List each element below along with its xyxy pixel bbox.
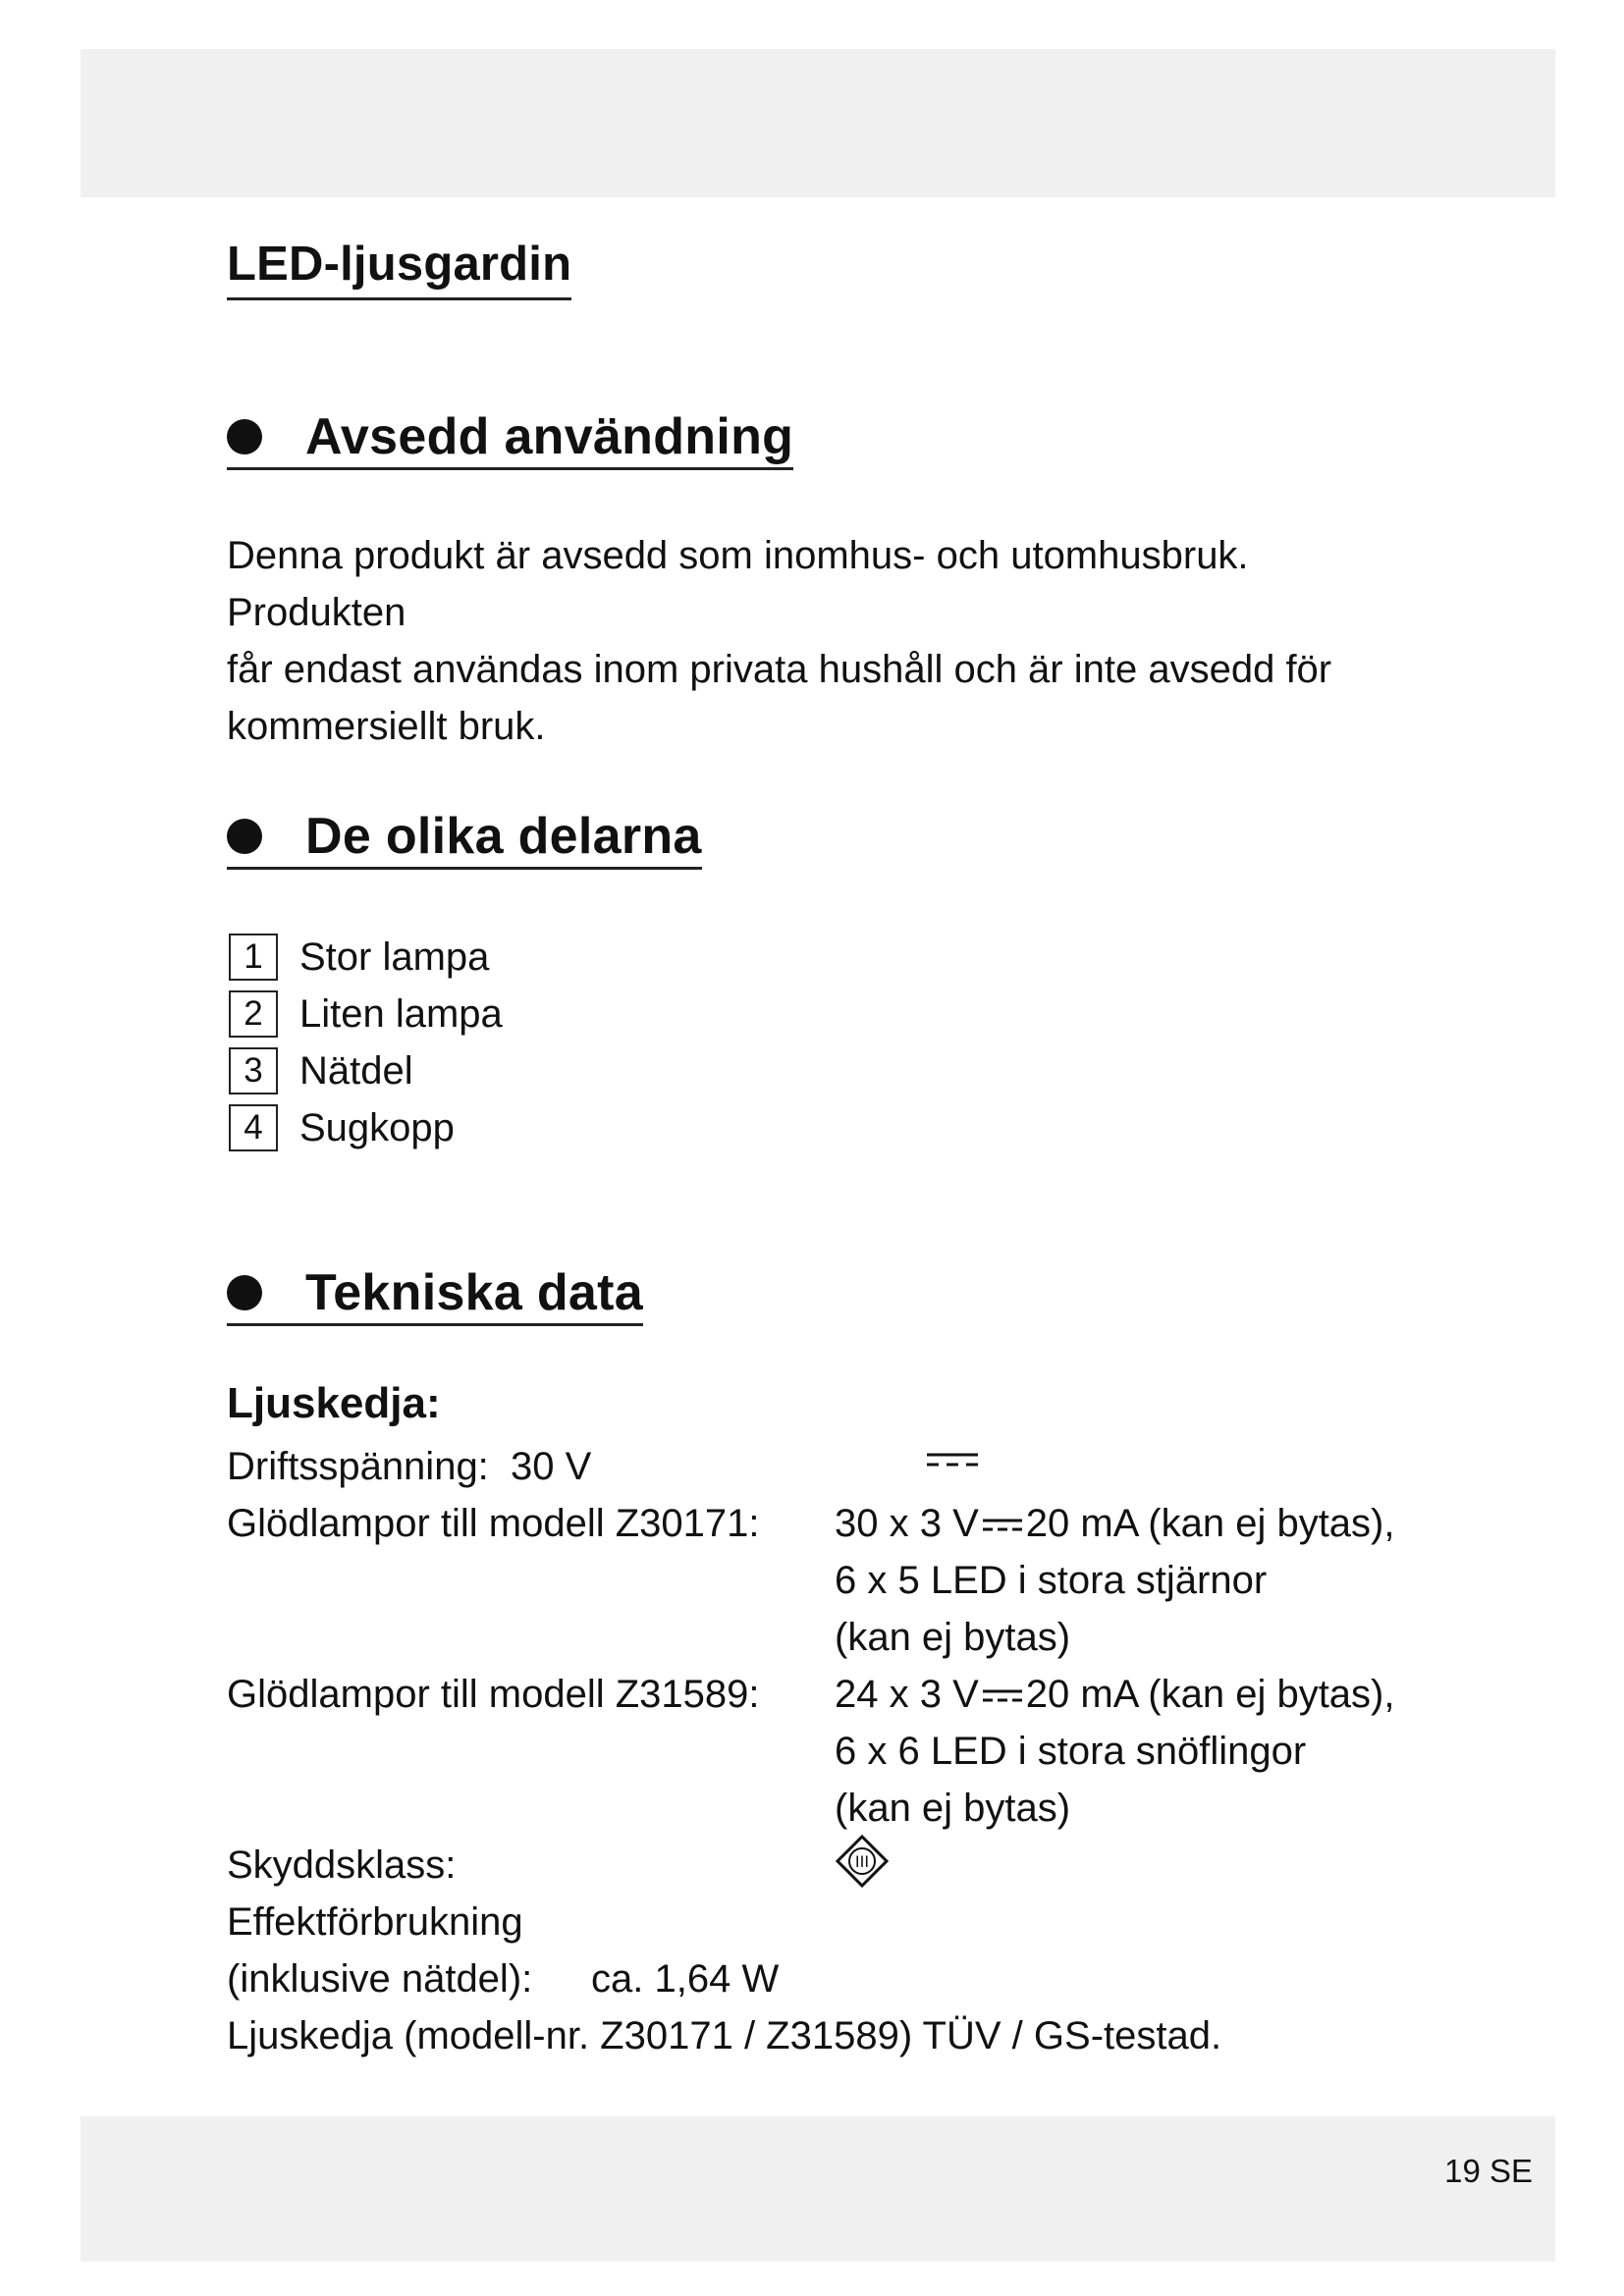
model2-line3: (kan ej bytas) (835, 1787, 1071, 1830)
section-heading-usage (227, 406, 793, 470)
part-label: Sugkopp (299, 1105, 455, 1149)
operating-voltage-value: 30 V (511, 1445, 592, 1488)
power-label-line1: Effektförbrukning (227, 1900, 523, 1944)
certification-line: Ljuskedja (modell-nr. Z30171 / Z31589) TÜV / GS-testad. (227, 2014, 1222, 2057)
part-label: Liten lampa (299, 991, 503, 1036)
part-number-box: 1 (229, 934, 278, 981)
part-number-box: 3 (229, 1047, 278, 1095)
protection-class-iii-icon (835, 1834, 890, 1889)
usage-line: kommersiellt bruk. (227, 705, 546, 748)
power-label-line2: (inklusive nätdel): (227, 1957, 533, 2001)
footer-band (81, 2116, 1555, 2262)
bullet-dot-icon (227, 1275, 262, 1310)
model2-spec (835, 1675, 1395, 1714)
model2-line2: 6 x 6 LED i stora snöflingor (835, 1730, 1307, 1773)
model2-count: 24 x 3 V (835, 1673, 979, 1716)
protection-class-label: Skyddsklass: (227, 1843, 457, 1887)
section-heading-tech (227, 1262, 643, 1326)
model1-rest: 20 mA (kan ej bytas), (1025, 1502, 1395, 1545)
model2-rest: 20 mA (kan ej bytas), (1025, 1673, 1395, 1716)
dc-current-icon (927, 1452, 978, 1468)
page-number: 19 SE (1444, 2153, 1533, 2189)
usage-paragraph (227, 527, 1435, 755)
bullet-dot-icon (227, 419, 262, 454)
model2-label: Glödlampor till modell Z31589: (227, 1673, 760, 1716)
part-number-box: 2 (229, 990, 278, 1038)
dc-current-icon (983, 1685, 1022, 1707)
document-title: LED-ljusgardin (227, 236, 571, 300)
model1-count: 30 x 3 V (835, 1502, 979, 1545)
list-item (229, 1042, 503, 1099)
operating-voltage-label: Driftsspänning: (227, 1445, 489, 1488)
bullet-dot-icon (227, 819, 262, 854)
parts-list (229, 929, 503, 1156)
light-chain-subheading: Ljuskedja: (227, 1379, 441, 1427)
part-number-box: 4 (229, 1104, 278, 1151)
dc-current-icon (983, 1515, 1022, 1536)
model1-line3: (kan ej bytas) (835, 1616, 1071, 1659)
list-item (229, 1099, 503, 1156)
model1-label: Glödlampor till modell Z30171: (227, 1502, 760, 1545)
model1-line2: 6 x 5 LED i stora stjärnor (835, 1559, 1268, 1602)
list-item (229, 929, 503, 986)
section-heading-parts (227, 806, 702, 870)
usage-line: får endast användas inom privata hushåll och är inte avsedd för (227, 648, 1332, 691)
part-label: Nätdel (299, 1048, 413, 1093)
header-band (81, 49, 1555, 197)
part-label: Stor lampa (299, 934, 490, 979)
protection-class-symbol: III (854, 1852, 870, 1871)
model1-spec (835, 1504, 1395, 1543)
usage-line: Denna produkt är avsedd som inomhus- och utomhusbruk. Produkten (227, 534, 1249, 634)
section-heading-tech-text: Tekniska data (305, 1264, 643, 1321)
section-heading-usage-text: Avsedd användning (305, 408, 794, 465)
list-item (229, 986, 503, 1042)
section-heading-parts-text: De olika delarna (305, 808, 702, 865)
power-value: ca. 1,64 W (591, 1957, 780, 2001)
operating-voltage-row (227, 1447, 591, 1486)
